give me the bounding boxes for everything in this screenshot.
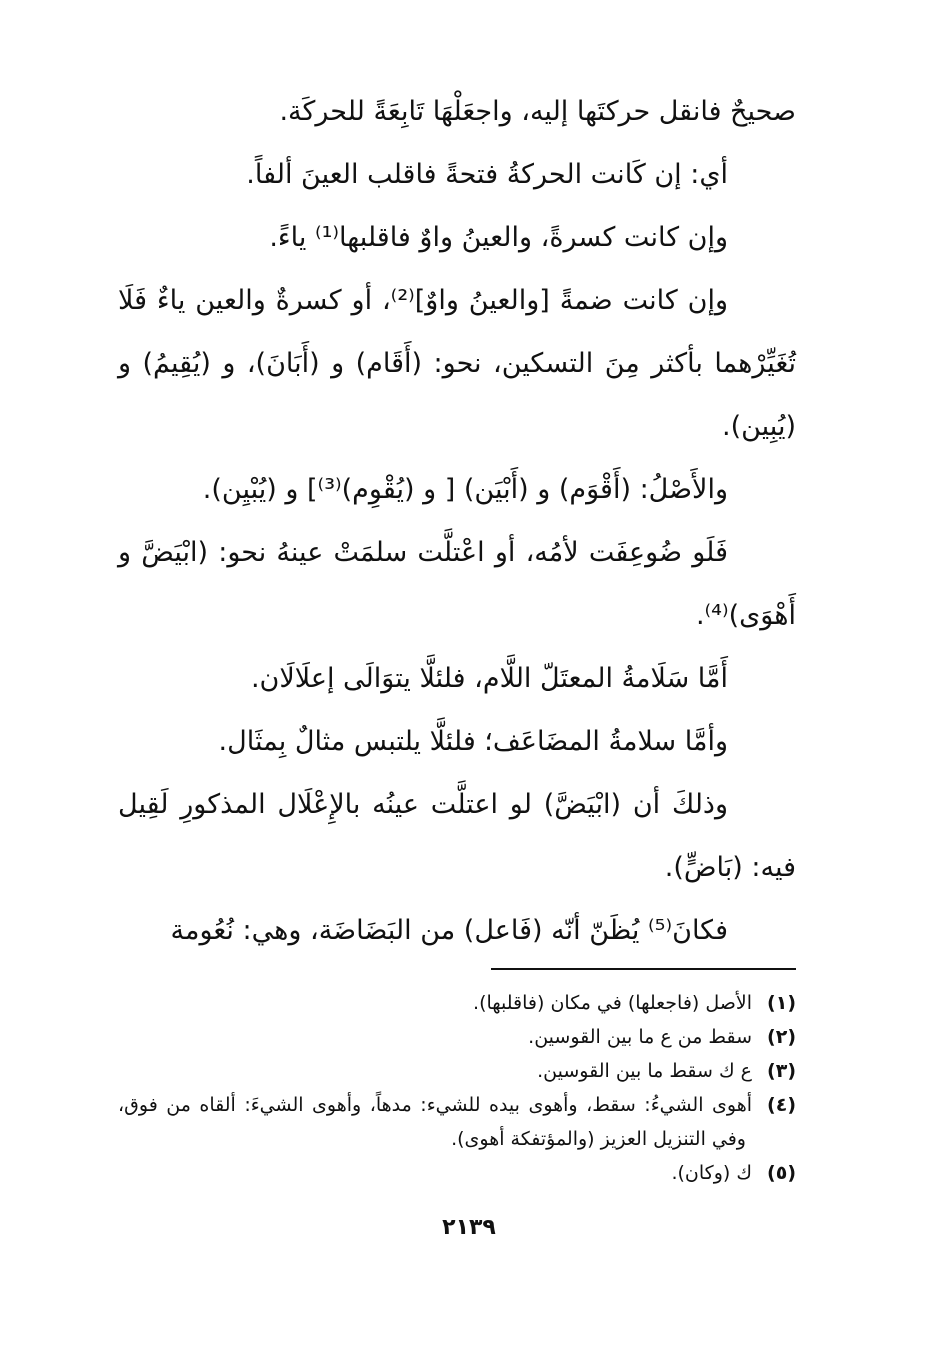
document-page: [118, 80, 796, 1364]
footnote-number: (١): [767, 992, 796, 1014]
paragraph: فَلَو ضُوعِفَت لأمُه، أو اعْتلَّت سلمَتْ عينهُ نحو: (ابْيَضَّ و أَهْوَى)⁽⁴⁾.: [118, 537, 796, 631]
footnote-number: (٥): [767, 1162, 796, 1184]
paragraph: وإن كانت كسرةً، والعينُ واوٌ فاقلبها⁽¹⁾ ياءً.: [269, 222, 728, 253]
footnote-text: الأصل (فاجعلها) في مكان (فاقلبها).: [473, 992, 752, 1014]
paragraph: وإن كانت ضمةً [والعينُ واوٌ]⁽²⁾، أو كسرةٌ والعين ياءٌ فَلَا تُغَيِّرْهما بأكثر مِنَ التسكين، نحو: (أَقَام) و (أَبَانَ)، و (يُقِيمُ) و (يُبِين).: [118, 285, 796, 442]
footnote: [118, 1088, 796, 1156]
paragraph: أي: إن كَانت الحركةُ فتحةً فاقلب العينَ ألفاً.: [246, 159, 728, 190]
main-text: [118, 80, 796, 962]
footnote-number: (٢): [767, 1026, 796, 1048]
footnotes: [118, 986, 796, 1190]
footnote-text: ك (وكان).: [671, 1162, 752, 1184]
footnote: [118, 1020, 796, 1054]
paragraph: أَمَّا سَلَامةُ المعتَلّ اللَّام، فلئلَّا يتوَالَى إعلَالَان.: [250, 663, 728, 694]
footnote-text: ع ك سقط ما بين القوسين.: [537, 1060, 752, 1082]
paragraph: فكانَ⁽⁵⁾ يُظَنّ أنّه (فَاعل) من البَضَاضَة، وهي: نُعُومة: [170, 915, 728, 946]
page-number: ٢١٣٩: [442, 1215, 496, 1240]
footnote-divider: [491, 968, 796, 970]
paragraph: وذلكَ أن (ابْيَضَّ) لو اعتلَّت عينُه بالإِعْلَال المذكورِ لَقِيل فيه: (بَاضٍّ).: [118, 789, 796, 883]
paragraph: صحيحٌ فانقل حركتَها إليه، واجعَلْهَا تَابِعَةً للحركَة.: [279, 96, 796, 127]
footnote: [118, 986, 796, 1020]
paragraph: والأَصْلُ: (أَقْوَم) و (أَبْيَن) [ و (يُقْوِم)⁽³⁾] و (يُبْيِن).: [202, 474, 728, 505]
footnote-number: (٣): [767, 1060, 796, 1082]
footnote-text: سقط من ع ما بين القوسين.: [528, 1026, 752, 1048]
paragraph: وأمَّا سلامةُ المضَاعَف؛ فلئلَّا يلتبس مثالٌ بِمثَال.: [218, 726, 728, 757]
footnote: [118, 1156, 796, 1190]
footnote-number: (٤): [767, 1094, 796, 1116]
footnote-text: أهوى الشيءُ: سقط، وأهوى بيده للشيء: مدهاً، وأهوى الشيءَ: ألقاه من فوق، وفي التنزيل العزيز (والمؤتفكة أهوى).: [118, 1094, 752, 1150]
footnote: [118, 1054, 796, 1088]
